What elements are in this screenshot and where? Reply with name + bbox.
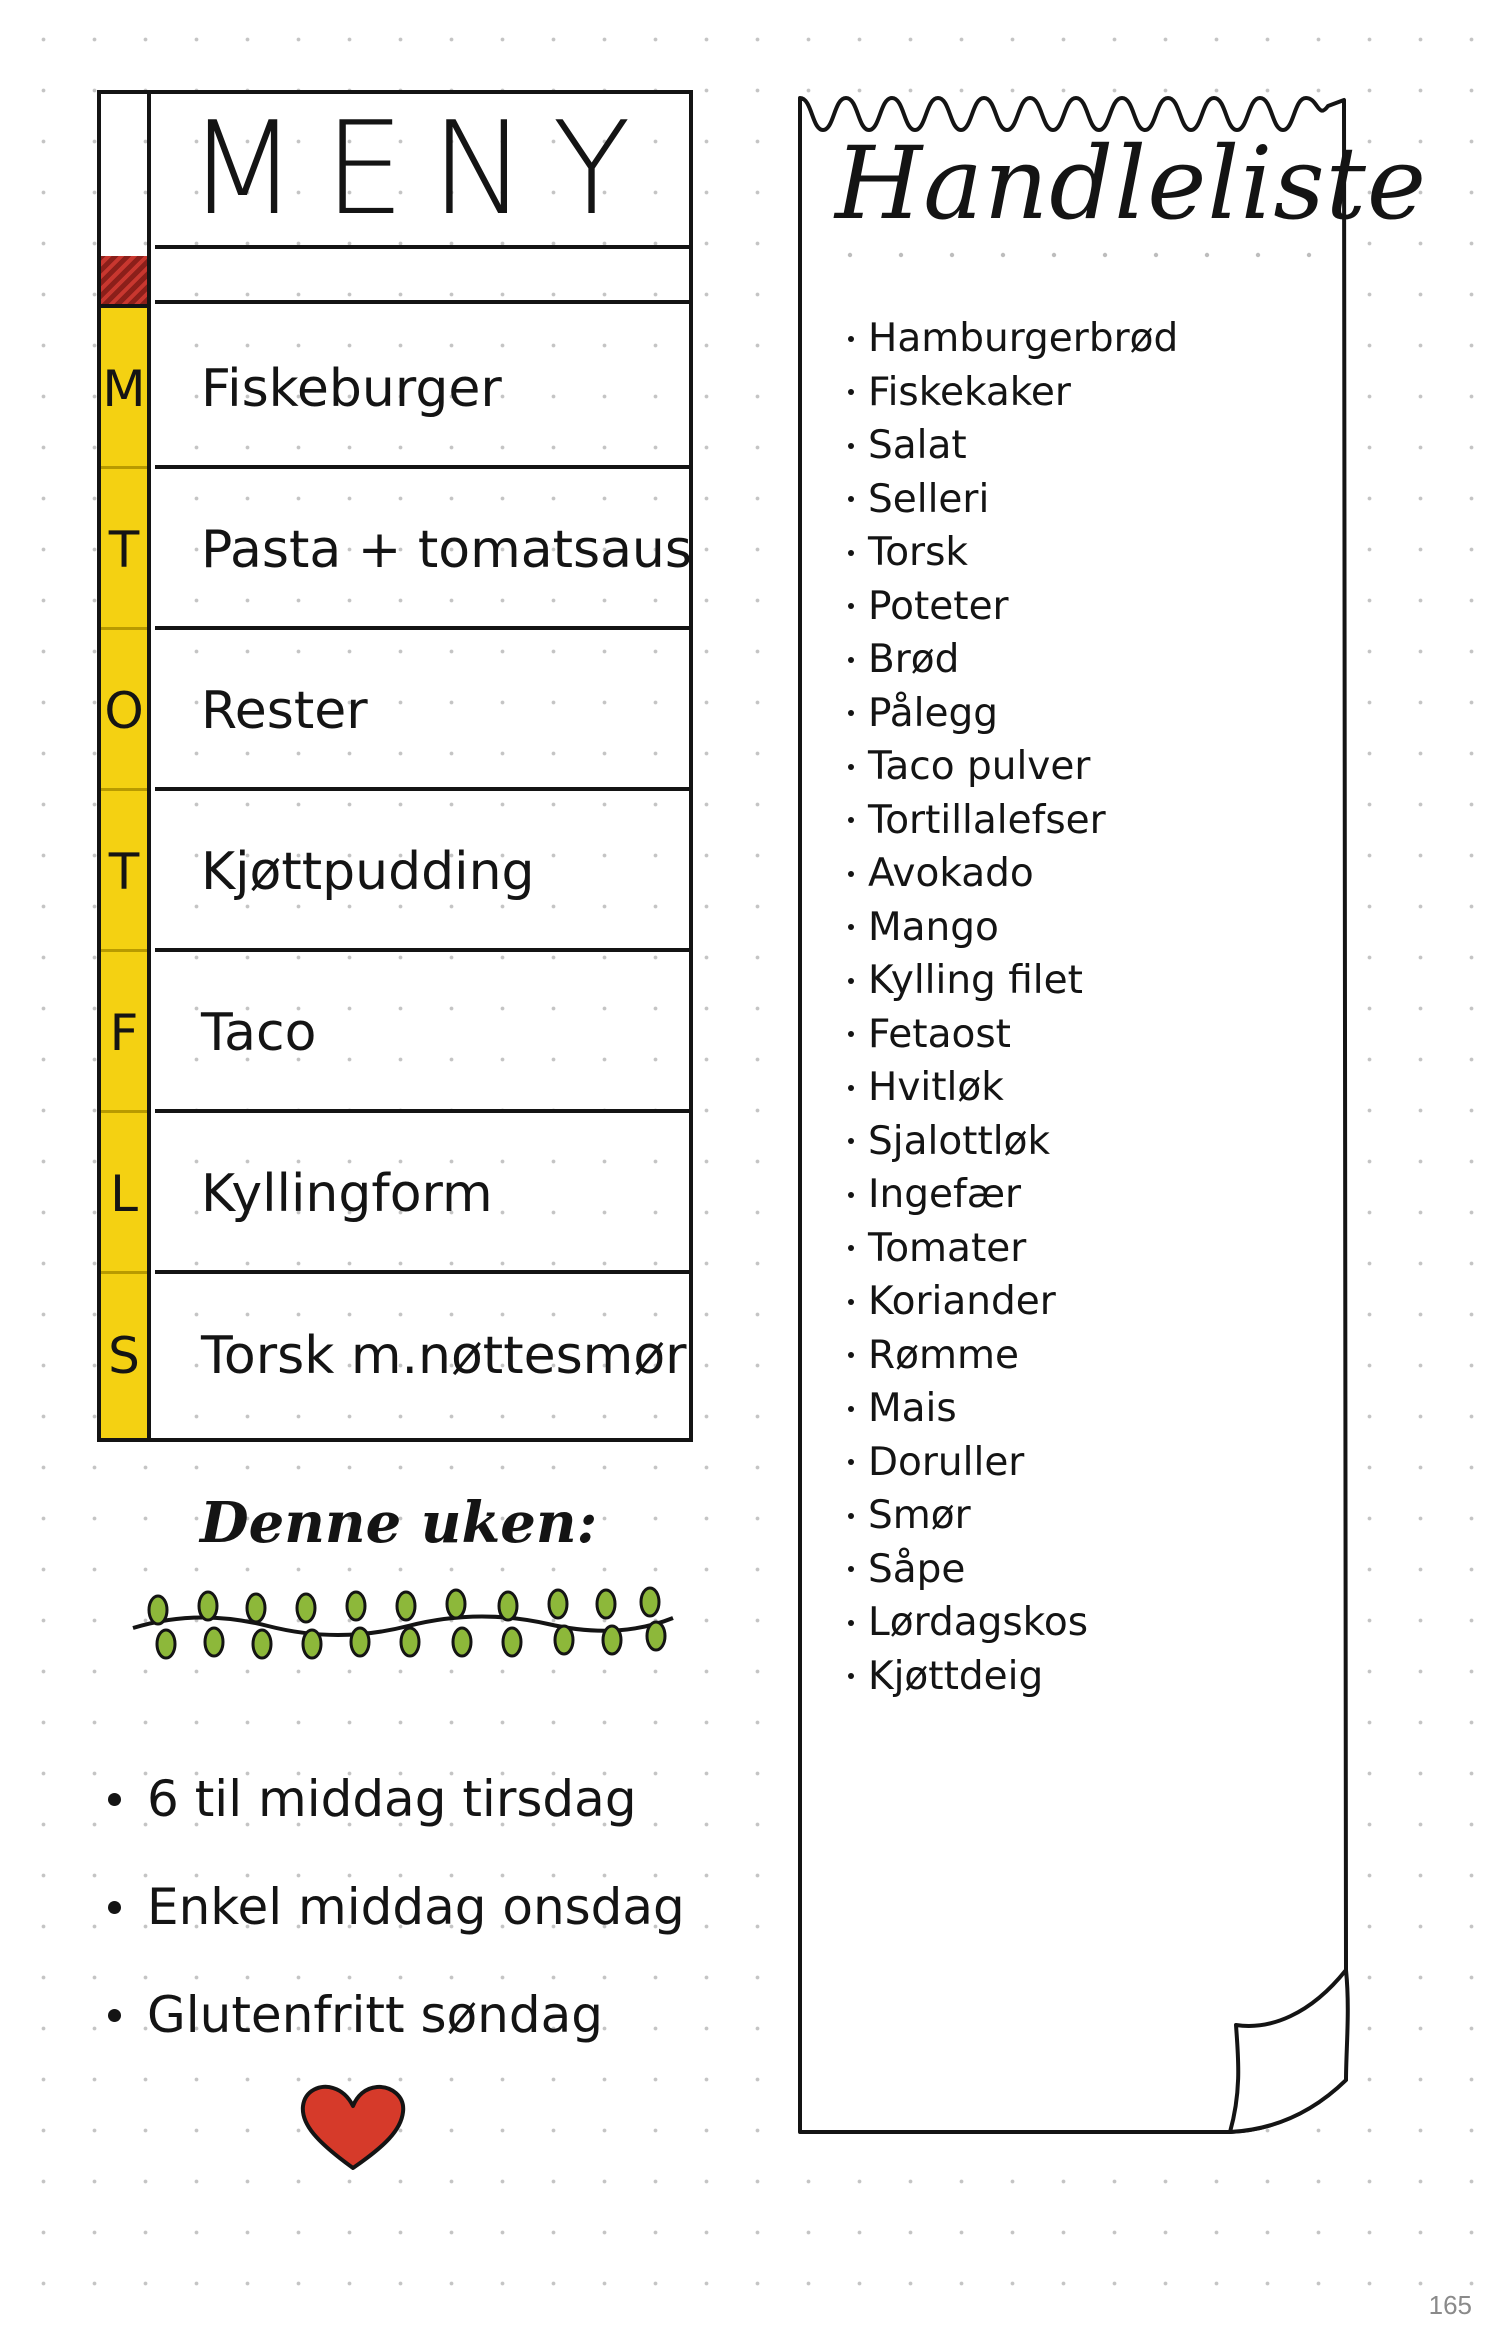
note-item	[108, 1745, 685, 1853]
note-item	[108, 1961, 685, 2069]
bullet-icon	[848, 1245, 854, 1251]
bullet-icon	[848, 389, 854, 395]
list-item	[848, 1329, 1178, 1383]
note-text: Glutenfritt søndag	[147, 1986, 603, 2044]
bullet-icon	[848, 1352, 854, 1358]
list-item	[848, 1008, 1178, 1062]
list-item	[848, 901, 1178, 955]
item-text: Sjalottløk	[868, 1118, 1051, 1164]
list-item	[848, 1382, 1178, 1436]
item-text: Mango	[868, 904, 999, 950]
day-letter: L	[110, 1164, 138, 1223]
bullet-icon	[848, 657, 854, 663]
item-text: Koriander	[868, 1279, 1056, 1325]
bullet-icon	[848, 764, 854, 770]
list-item	[848, 1489, 1178, 1543]
list-item	[848, 419, 1178, 473]
list-item	[848, 1543, 1178, 1597]
list-item	[848, 1596, 1178, 1650]
list-item	[848, 633, 1178, 687]
item-text: Hamburgerbrød	[868, 316, 1179, 362]
meal-row	[101, 1274, 689, 1438]
list-item	[848, 687, 1178, 741]
item-text: Avokado	[868, 851, 1034, 897]
bullet-icon	[848, 817, 854, 823]
note-item	[108, 1853, 685, 1961]
bullet-icon	[848, 1138, 854, 1144]
item-text: Ingefær	[868, 1172, 1022, 1218]
dish-name: Kyllingform	[201, 1163, 493, 1224]
bullet-icon	[848, 710, 854, 716]
dish-name: Pasta + tomatsaus	[201, 519, 692, 580]
list-item	[848, 473, 1178, 527]
bullet-icon	[848, 1031, 854, 1037]
bullet-icon	[848, 1459, 854, 1465]
bullet-icon	[848, 871, 854, 877]
bullet-icon	[848, 1085, 854, 1091]
list-item	[848, 1061, 1178, 1115]
bullet-icon	[848, 336, 854, 342]
bullet-icon	[848, 1406, 854, 1412]
bullet-icon	[848, 1566, 854, 1572]
item-text: Rømme	[868, 1332, 1019, 1378]
day-letter: T	[108, 520, 140, 579]
list-item	[848, 794, 1178, 848]
week-notes	[108, 1745, 685, 2069]
list-item	[848, 1222, 1178, 1276]
item-text: Lørdagskos	[868, 1600, 1089, 1646]
bullet-icon	[848, 978, 854, 984]
meal-row	[101, 630, 689, 791]
day-letter: F	[109, 1003, 139, 1062]
note-text: 6 til middag tirsdag	[147, 1770, 637, 1828]
item-text: Torsk	[868, 530, 968, 576]
bullet-icon	[848, 603, 854, 609]
item-text: Kjøttdeig	[868, 1653, 1044, 1699]
bullet-icon	[108, 1793, 121, 1806]
page-number: 165	[1428, 2290, 1472, 2320]
item-text: Tortillalefser	[868, 797, 1106, 843]
item-text: Smør	[868, 1493, 971, 1539]
vine-divider	[128, 1578, 688, 1668]
this-week-heading: Denne uken:	[200, 1490, 598, 1556]
list-item	[848, 1168, 1178, 1222]
item-text: Salat	[868, 423, 967, 469]
dish-name: Taco	[201, 1002, 317, 1063]
item-text: Såpe	[868, 1546, 966, 1592]
menu-table	[97, 90, 693, 1442]
dish-name: Torsk m.nøttesmør	[201, 1326, 687, 1386]
meal-row	[101, 469, 692, 630]
heart-icon	[297, 2080, 409, 2176]
list-item	[848, 526, 1178, 580]
meal-row	[101, 308, 689, 469]
meal-row	[101, 952, 689, 1113]
item-text: Poteter	[868, 583, 1009, 629]
item-text: Hvitløk	[868, 1065, 1004, 1111]
item-text: Fiskekaker	[868, 369, 1071, 415]
list-item	[848, 740, 1178, 794]
item-text: Brød	[868, 637, 960, 683]
bullet-icon	[848, 1620, 854, 1626]
list-item	[848, 1275, 1178, 1329]
dish-name: Fiskeburger	[201, 358, 502, 419]
bullet-icon	[848, 496, 854, 502]
bullet-icon	[848, 443, 854, 449]
bullet-icon	[108, 1901, 121, 1914]
item-text: Doruller	[868, 1439, 1025, 1485]
item-text: Pålegg	[868, 690, 999, 736]
shopping-list-title: Handleliste	[835, 125, 1428, 242]
item-text: Kylling filet	[868, 958, 1083, 1004]
list-item	[848, 1650, 1178, 1704]
item-text: Selleri	[868, 476, 990, 522]
bullet-icon	[848, 1673, 854, 1679]
dish-name: Rester	[201, 680, 368, 741]
item-text: Fetaost	[868, 1011, 1011, 1057]
meal-row	[101, 791, 689, 952]
bullet-icon	[848, 550, 854, 556]
list-item	[848, 580, 1178, 634]
item-text: Taco pulver	[868, 744, 1091, 790]
list-item	[848, 1436, 1178, 1490]
blank-row	[155, 249, 689, 304]
meal-row	[101, 1113, 689, 1274]
menu-title: MENY	[155, 94, 689, 249]
day-letter: O	[104, 681, 144, 740]
list-item	[848, 954, 1178, 1008]
list-item	[848, 1115, 1178, 1169]
bullet-icon	[848, 1299, 854, 1305]
item-text: Mais	[868, 1386, 957, 1432]
day-letter: S	[108, 1327, 140, 1385]
note-text: Enkel middag onsdag	[147, 1878, 685, 1936]
list-item	[848, 366, 1178, 420]
bullet-icon	[848, 924, 854, 930]
dish-name: Kjøttpudding	[201, 841, 535, 902]
bullet-icon	[108, 2009, 121, 2022]
bullet-icon	[848, 1513, 854, 1519]
day-letter: M	[102, 359, 146, 418]
list-item	[848, 312, 1178, 366]
shopping-list	[848, 312, 1178, 1703]
bullet-icon	[848, 1192, 854, 1198]
item-text: Tomater	[868, 1225, 1027, 1271]
list-item	[848, 847, 1178, 901]
day-letter: T	[108, 842, 140, 901]
